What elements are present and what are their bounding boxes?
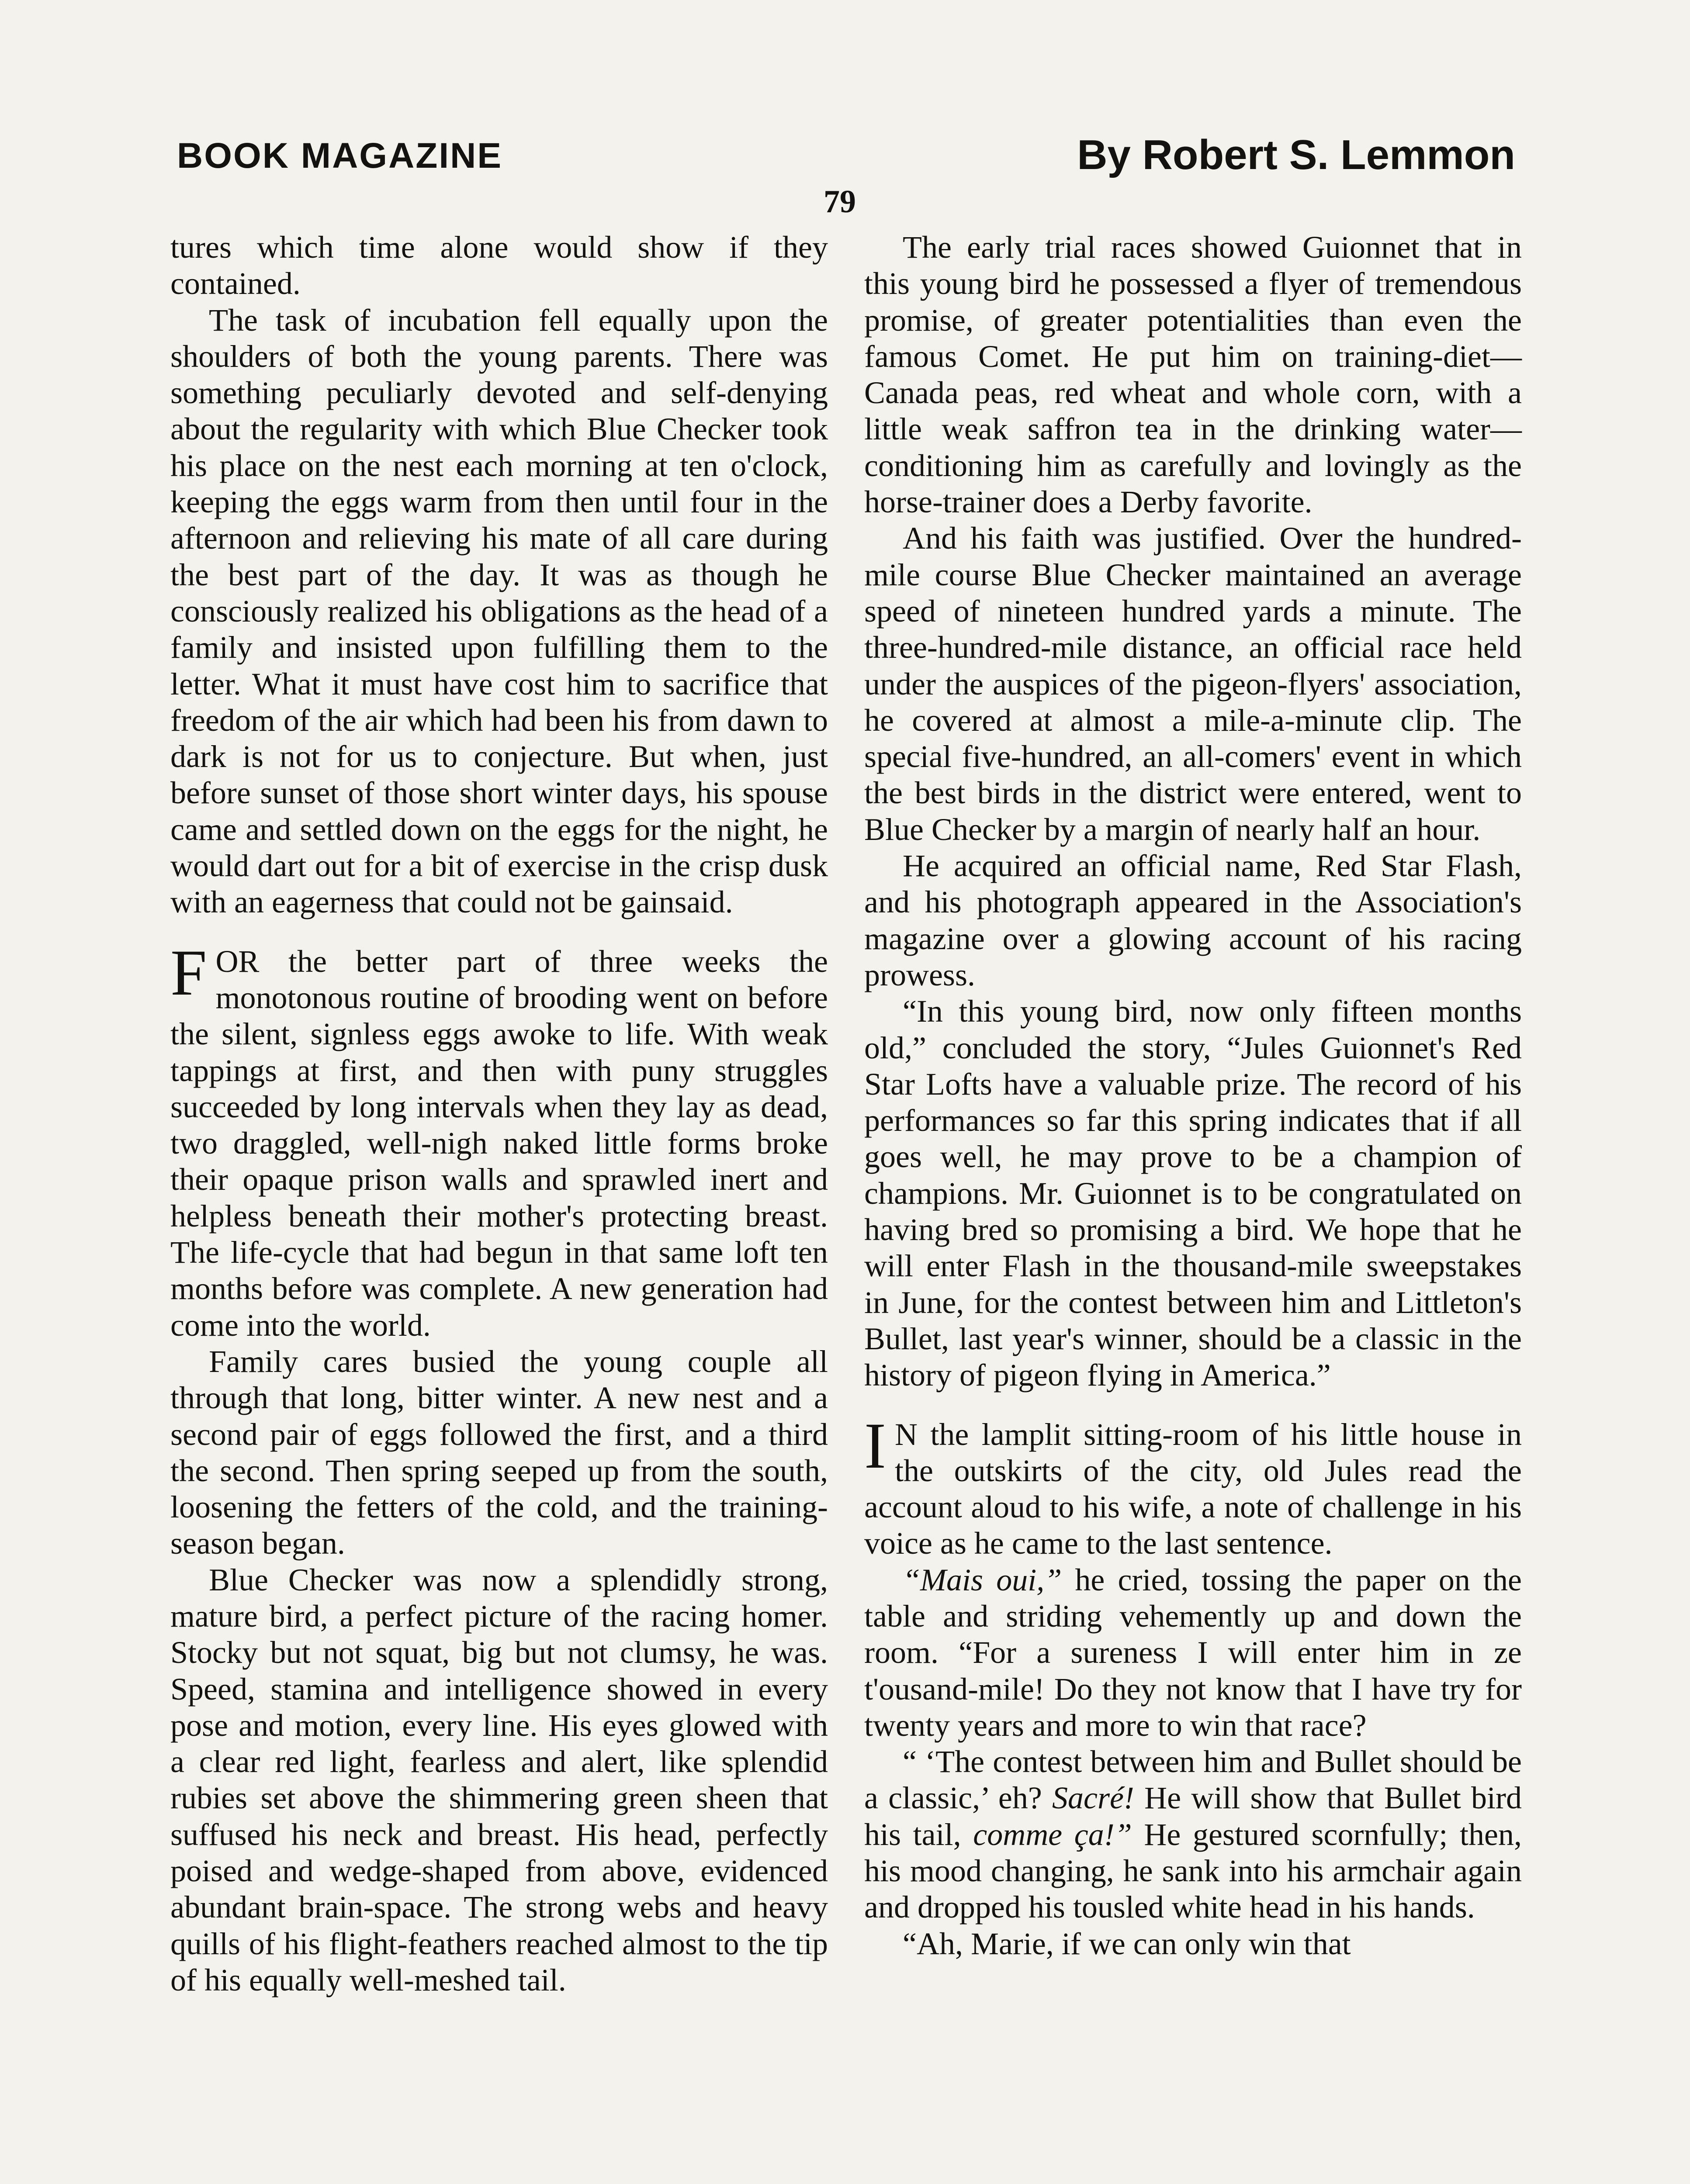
paragraph: He acquired an official name, Red Star Flash, and his photograph appeared in the Association's magazine over a glowing account of his racing prowess. [864, 848, 1522, 992]
right-column [864, 229, 1522, 1962]
paragraph: The early trial races showed Guionnet that in this young bird he possessed a flyer of tremendous promise, of greater potentialities than even the famous Comet. He put him on training-diet—Canada peas, red wheat and whole corn, with a little weak saffron tea in the drinking water—conditioning him as carefully and lovingly as the horse-trainer does a Derby favorite. [864, 230, 1522, 520]
section-paragraph [170, 936, 828, 1344]
italic-phrase: comme ça!” [973, 1817, 1132, 1852]
paragraph-text: OR the better part of three weeks the monotonous routine of brooding went on before the silent, signless eggs awoke to life. With weak tappings at first, and then with puny struggles succeeded by long intervals when they lay as dead, two draggled, well-nigh naked little forms broke their opaque prison walls and sprawled inert and helpless beneath their mother's protecting breast. The life-cycle that had begun in that same loft ten months before was complete. A new generation had come into the world. [170, 943, 828, 1343]
page-number: 79 [824, 184, 856, 220]
paragraph: “In this young bird, now only fifteen months old,” concluded the story, “Jules Guionnet's Red Star Lofts have a valuable prize. The record of his performances so far this spring indicates that if all goes well, he may prove to be a champion of champions. Mr. Guionnet is to be congratulated on having bred so promising a bird. We hope that he will enter Flash in the thousand-mile sweepstakes in June, for the contest between him and Littleton's Bullet, last year's winner, should be a classic in the history of pigeon flying in America.” [864, 994, 1522, 1393]
author-byline: By Robert S. Lemmon [1077, 131, 1515, 178]
paragraph-text: He will show that Bullet bird his tail, [864, 1780, 1522, 1852]
paragraph: tures which time alone would show if they contained. [170, 230, 828, 301]
paragraph: Blue Checker was now a splendidly strong, mature bird, a perfect picture of the racing homer. Stocky but not squat, big but not clumsy, he was. Speed, stamina and intelligence showed in every pose and motion, every line. His eyes glowed with a clear red light, fearless and alert, like splendid rubies set above the shimmering green sheen that suffused his neck and breast. His head, perfectly poised and wedge-shaped from above, evidenced abundant brain-space. The strong webs and heavy quills of his flight-feathers reached almost to the tip of his equally well-meshed tail. [170, 1562, 828, 1997]
magazine-title: BOOK MAGAZINE [177, 136, 503, 176]
paragraph-text: “ ‘The contest between him and Bullet should be a classic,’ eh? [864, 1744, 1522, 1816]
paragraph: “Ah, Marie, if we can only win that [903, 1926, 1351, 1961]
paragraph-text: he cried, tossing the paper on the table and striding vehemently up and down the room. “For a sureness I will enter him in ze t'ousand-mile! Do they not know that I have try for twenty years and more to win that race? [864, 1562, 1522, 1743]
italic-phrase: Sacré! [1052, 1780, 1134, 1816]
paragraph: The task of incubation fell equally upon the shoulders of both the young parents. There was something peculiarly devoted and self-denying about the regularity with which Blue Checker took his place on the nest each morning at ten o'clock, keeping the eggs warm from then until four in the afternoon and relieving his mate of all care during the best part of the day. It was as though he consciously realized his obligations as the head of a family and insisted upon fulfilling them to the letter. What it must have cost him to sacrifice that freedom of the air which had been his from dawn to dark is not for us to conjecture. But when, just before sunset of those short winter days, his spouse came and settled down on the eggs for the night, he would dart out for a bit of exercise in the crisp dusk with an eagerness that could not be gainsaid. [170, 302, 828, 920]
paragraph [864, 1562, 1522, 1744]
drop-cap: F [170, 936, 207, 1009]
drop-cap: I [864, 1409, 886, 1482]
paragraph: And his faith was justified. Over the hundred-mile course Blue Checker maintained an average speed of nineteen hundred yards a minute. The three-hundred-mile distance, an official race held under the auspices of the pigeon-flyers' association, he covered at almost a mile-a-minute clip. The special five-hundred, an all-comers' event in which the best birds in the district were entered, went to Blue Checker by a margin of nearly half an hour. [864, 521, 1522, 847]
paragraph-text: He gestured scornfully; then, his mood changing, he sank into his armchair again and dropped his tousled white head in his hands. [864, 1817, 1522, 1925]
paragraph [864, 1744, 1522, 1925]
paragraph-text: N the lamplit sitting-room of his little house in the outskirts of the city, old Jules read the account aloud to his wife, a note of challenge in his voice as he came to the last sentence. [864, 1417, 1522, 1561]
paragraph: Family cares busied the young couple all through that long, bitter winter. A new nest and a second pair of eggs followed the first, and a third the second. Then spring seeped up from the south, loosening the fetters of the cold, and the training-season began. [170, 1344, 828, 1561]
section-paragraph [864, 1409, 1522, 1562]
italic-phrase: “Mais oui,” [903, 1562, 1062, 1597]
left-column [170, 229, 828, 1998]
